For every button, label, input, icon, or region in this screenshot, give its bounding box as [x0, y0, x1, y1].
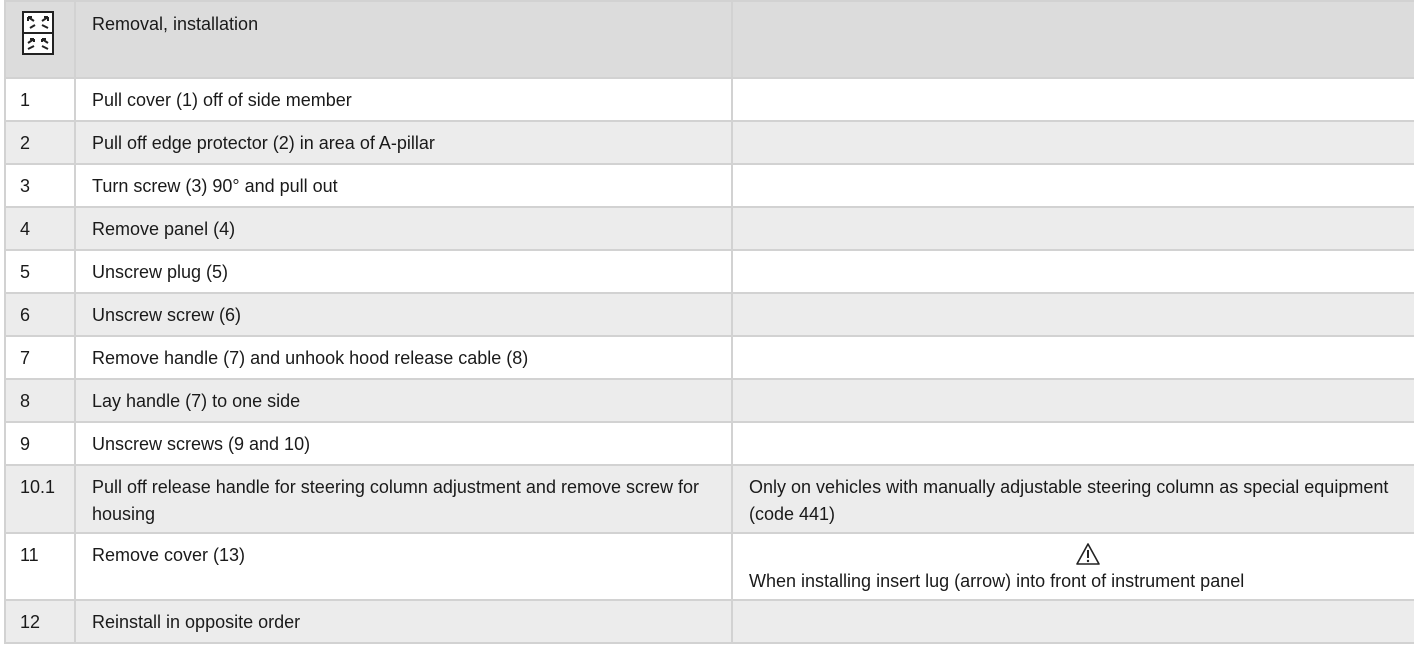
step-note	[732, 78, 1414, 121]
step-text: Unscrew plug (5)	[75, 250, 732, 293]
step-note	[732, 121, 1414, 164]
step-text: Lay handle (7) to one side	[75, 379, 732, 422]
step-note	[732, 422, 1414, 465]
step-note	[732, 207, 1414, 250]
step-text: Reinstall in opposite order	[75, 600, 732, 643]
step-text: Pull cover (1) off of side member	[75, 78, 732, 121]
table-row	[5, 121, 1414, 164]
step-number: 8	[5, 379, 75, 422]
table-row	[5, 465, 1414, 533]
step-text: Remove handle (7) and unhook hood release cable (8)	[75, 336, 732, 379]
table-row	[5, 250, 1414, 293]
step-number: 11	[5, 533, 75, 600]
step-number: 2	[5, 121, 75, 164]
step-number: 10.1	[5, 465, 75, 533]
warning-triangle-icon	[1075, 542, 1101, 566]
step-text: Turn screw (3) 90° and pull out	[75, 164, 732, 207]
step-note: Only on vehicles with manually adjustable steering column as special equipment (code 441)	[732, 465, 1414, 533]
removal-installation-icon	[22, 11, 54, 55]
step-number: 4	[5, 207, 75, 250]
step-number: 5	[5, 250, 75, 293]
table-row	[5, 336, 1414, 379]
warning-line	[749, 542, 1414, 568]
step-number: 3	[5, 164, 75, 207]
header-title: Removal, installation	[75, 1, 732, 78]
table-row	[5, 207, 1414, 250]
step-number: 1	[5, 78, 75, 121]
step-text: Remove panel (4)	[75, 207, 732, 250]
step-note-cell	[732, 533, 1414, 600]
table-row	[5, 293, 1414, 336]
table-row	[5, 164, 1414, 207]
step-note	[732, 293, 1414, 336]
step-text: Unscrew screws (9 and 10)	[75, 422, 732, 465]
table-row	[5, 600, 1414, 643]
step-number: 12	[5, 600, 75, 643]
procedure-table	[4, 0, 1414, 644]
step-note	[732, 164, 1414, 207]
step-number: 7	[5, 336, 75, 379]
step-number: 9	[5, 422, 75, 465]
table-row	[5, 78, 1414, 121]
step-text: Remove cover (13)	[75, 533, 732, 600]
step-number: 6	[5, 293, 75, 336]
header-icon-cell	[5, 1, 75, 78]
step-note	[732, 379, 1414, 422]
step-note	[732, 600, 1414, 643]
step-text: Unscrew screw (6)	[75, 293, 732, 336]
step-note	[732, 250, 1414, 293]
table-row	[5, 379, 1414, 422]
step-note	[732, 336, 1414, 379]
table-header-row	[5, 1, 1414, 78]
header-notes-title	[732, 1, 1414, 78]
step-note: When installing insert lug (arrow) into front of instrument panel	[749, 571, 1245, 591]
table-row	[5, 533, 1414, 600]
step-text: Pull off release handle for steering column adjustment and remove screw for housing	[75, 465, 732, 533]
table-row	[5, 422, 1414, 465]
step-text: Pull off edge protector (2) in area of A-pillar	[75, 121, 732, 164]
